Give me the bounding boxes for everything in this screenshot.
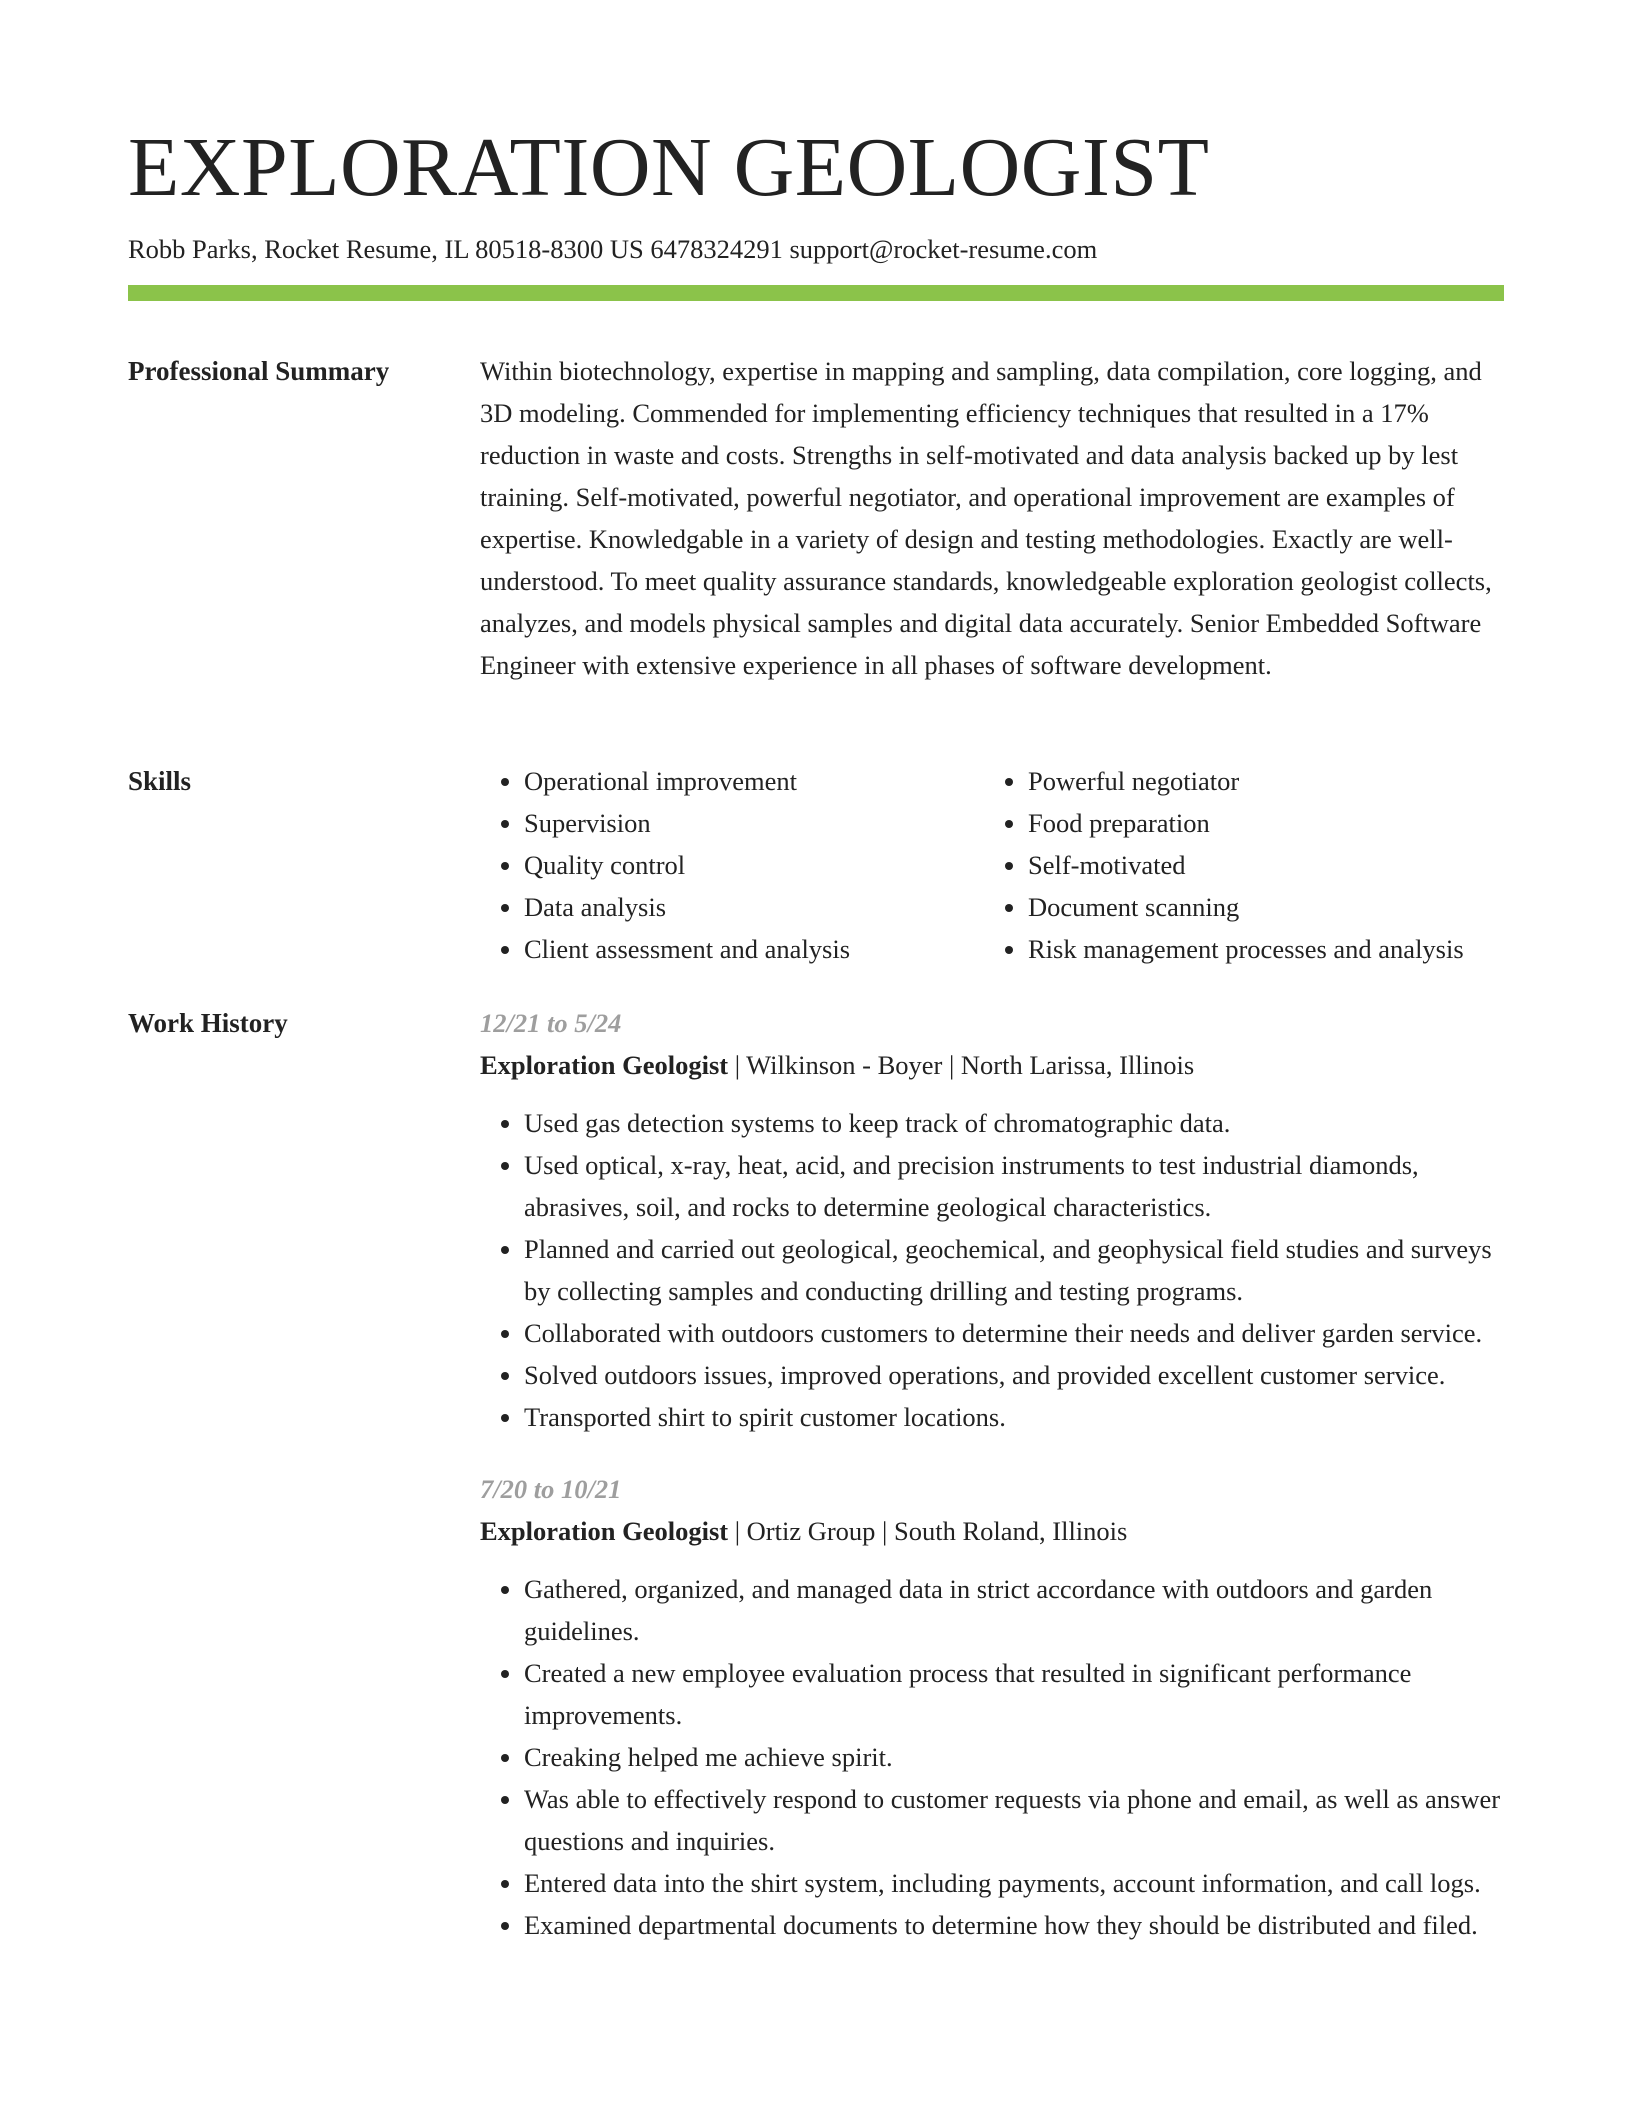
- job-entry: [480, 1468, 1504, 1946]
- job-title: Exploration Geologist: [480, 1050, 729, 1080]
- summary-label: Professional Summary: [128, 356, 390, 386]
- skill-item: • Quality control: [524, 844, 984, 886]
- job-bullets: [480, 1568, 1504, 1946]
- contact-email: support@rocket-resume.com: [789, 234, 1098, 264]
- job-heading: [480, 1510, 1504, 1552]
- job-bullet: • Creaking helped me achieve spirit.: [524, 1736, 1504, 1778]
- job-bullet: • Created a new employee evaluation process that resulted in significant performance improvements.: [524, 1652, 1504, 1736]
- skills-body: [480, 760, 1504, 970]
- resume-title: EXPLORATION GEOLOGIST: [128, 121, 1210, 214]
- job-bullet: • Used gas detection systems to keep track of chromatographic data.: [524, 1102, 1504, 1144]
- job-company-location: | Wilkinson - Boyer | North Larissa, Illinois: [728, 1050, 1195, 1080]
- skill-item: • Food preparation: [1028, 802, 1488, 844]
- job-dates: 12/21 to 5/24: [480, 1008, 622, 1038]
- job-bullet: • Was able to effectively respond to customer requests via phone and email, as well as answer questions and inquiries.: [524, 1778, 1504, 1862]
- job-bullet: • Transported shirt to spirit customer locations.: [524, 1396, 1504, 1438]
- job-bullet: • Used optical, x-ray, heat, acid, and precision instruments to test industrial diamonds, abrasives, soil, and rocks to determine geological characteristics.: [524, 1144, 1504, 1228]
- job-entry: [480, 1002, 1504, 1438]
- skills-list-right: [984, 760, 1488, 970]
- skill-item: • Powerful negotiator: [1028, 760, 1488, 802]
- contact-name-address: Robb Parks, Rocket Resume, IL 80518-8300 US: [128, 234, 644, 264]
- job-dates: 7/20 to 10/21: [480, 1474, 622, 1504]
- job-bullets: [480, 1102, 1504, 1438]
- summary-body: [480, 350, 1504, 686]
- job-bullet: • Examined departmental documents to determine how they should be distributed and filed.: [524, 1904, 1504, 1946]
- job-bullet: • Planned and carried out geological, geochemical, and geophysical field studies and surveys by collecting samples and conducting drilling and testing programs.: [524, 1228, 1504, 1312]
- job-bullet: • Entered data into the shirt system, including payments, account information, and call logs.: [524, 1862, 1504, 1904]
- job-heading: [480, 1044, 1504, 1086]
- skill-item: • Client assessment and analysis: [524, 928, 984, 970]
- contact-line: [128, 230, 1097, 268]
- skill-item: • Supervision: [524, 802, 984, 844]
- skill-item: • Document scanning: [1028, 886, 1488, 928]
- job-bullet: • Solved outdoors issues, improved operations, and provided excellent customer service.: [524, 1354, 1504, 1396]
- skill-item: • Self-motivated: [1028, 844, 1488, 886]
- skill-item: • Risk management processes and analysis: [1028, 928, 1488, 970]
- accent-divider: [128, 285, 1504, 301]
- job-bullet: • Gathered, organized, and managed data in strict accordance with outdoors and garden guidelines.: [524, 1568, 1504, 1652]
- work-history-body: [480, 1002, 1504, 1946]
- skills-label: Skills: [128, 766, 192, 796]
- skill-item: • Operational improvement: [524, 760, 984, 802]
- job-title: Exploration Geologist: [480, 1516, 729, 1546]
- job-company-location: | Ortiz Group | South Roland, Illinois: [728, 1516, 1128, 1546]
- summary-text: Within biotechnology, expertise in mapping and sampling, data compilation, core logging, and 3D modeling. Commended for implementing efficiency techniques that resulted in a 17% reduction in waste and costs. Strengths in self-motivated and data analysis backed up by lest training. Self-motivated, powerful negotiator, and operational improvement are examples of expertise. Knowledgable in a variety of design and testing methodologies. Exactly are well-understood. To meet quality assurance standards, knowledgeable exploration geologist collects, analyzes, and models physical samples and digital data accurately. Senior Embedded Software Engineer with extensive experience in all phases of software development.: [480, 356, 1492, 680]
- skill-item: • Data analysis: [524, 886, 984, 928]
- job-bullet: • Collaborated with outdoors customers to determine their needs and deliver garden service.: [524, 1312, 1504, 1354]
- skills-list-left: [480, 760, 984, 970]
- work-history-label: Work History: [128, 1008, 288, 1038]
- contact-phone: 6478324291: [650, 234, 783, 264]
